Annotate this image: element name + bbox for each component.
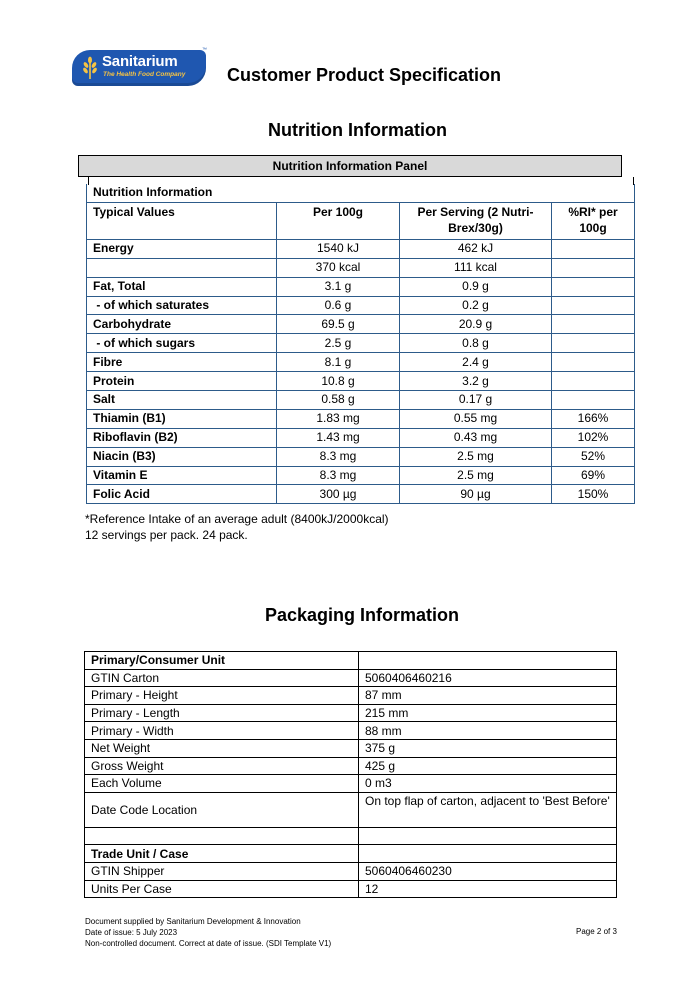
per-100g-value: 2.5 g bbox=[277, 334, 400, 353]
nutrient-label: - of which saturates bbox=[87, 296, 277, 315]
ri-value: 102% bbox=[552, 428, 635, 447]
per-100g-value: 69.5 g bbox=[277, 315, 400, 334]
per-100g-value: 370 kcal bbox=[277, 258, 400, 277]
nutrition-row bbox=[87, 277, 635, 296]
packaging-row bbox=[85, 880, 617, 898]
ri-value bbox=[552, 353, 635, 372]
packaging-row bbox=[85, 722, 617, 740]
nutrient-label: - of which sugars bbox=[87, 334, 277, 353]
per-serving-value: 0.9 g bbox=[400, 277, 552, 296]
header-ri: %RI* per 100g bbox=[552, 202, 635, 239]
per-serving-value: 2.5 mg bbox=[400, 447, 552, 466]
ri-value bbox=[552, 372, 635, 391]
packaging-row bbox=[85, 652, 617, 670]
per-serving-value: 20.9 g bbox=[400, 315, 552, 334]
nutrition-row bbox=[87, 428, 635, 447]
nutrient-label: Niacin (B3) bbox=[87, 447, 277, 466]
footer-line-date: Date of issue: 5 July 2023 bbox=[85, 928, 178, 937]
ri-value bbox=[552, 296, 635, 315]
header-typical-values: Typical Values bbox=[87, 202, 277, 239]
packaging-label: Date Code Location bbox=[85, 792, 359, 827]
packaging-value: 0 m3 bbox=[359, 775, 617, 793]
packaging-table bbox=[84, 651, 617, 898]
nutrition-row bbox=[87, 353, 635, 372]
logo-name: Sanitarium bbox=[102, 53, 178, 70]
sanitarium-logo bbox=[72, 50, 206, 86]
nutrient-label: Folic Acid bbox=[87, 485, 277, 504]
ri-value bbox=[552, 239, 635, 258]
packaging-value bbox=[359, 845, 617, 863]
packaging-label bbox=[85, 827, 359, 845]
trademark-symbol: ™ bbox=[202, 47, 207, 53]
packaging-label: Units Per Case bbox=[85, 880, 359, 898]
ri-value bbox=[552, 258, 635, 277]
packaging-value: 375 g bbox=[359, 739, 617, 757]
nutrition-row bbox=[87, 447, 635, 466]
packaging-label: Primary/Consumer Unit bbox=[85, 652, 359, 670]
nutrient-label: Thiamin (B1) bbox=[87, 409, 277, 428]
nutrition-header-row bbox=[87, 202, 635, 239]
per-serving-value: 111 kcal bbox=[400, 258, 552, 277]
ri-value: 52% bbox=[552, 447, 635, 466]
wheat-icon bbox=[80, 56, 100, 80]
ri-value bbox=[552, 315, 635, 334]
per-serving-value: 2.4 g bbox=[400, 353, 552, 372]
packaging-label: Primary - Width bbox=[85, 722, 359, 740]
nutrition-row bbox=[87, 466, 635, 485]
packaging-row bbox=[85, 792, 617, 827]
per-serving-value: 462 kJ bbox=[400, 239, 552, 258]
per-100g-value: 3.1 g bbox=[277, 277, 400, 296]
per-100g-value: 0.58 g bbox=[277, 391, 400, 410]
nutrition-panel-header: Nutrition Information Panel bbox=[78, 155, 622, 177]
nutrition-row bbox=[87, 372, 635, 391]
per-serving-value: 90 µg bbox=[400, 485, 552, 504]
per-serving-value: 3.2 g bbox=[400, 372, 552, 391]
nutrition-row bbox=[87, 485, 635, 504]
nutrient-label: Protein bbox=[87, 372, 277, 391]
ri-value bbox=[552, 391, 635, 410]
page-number: Page 2 of 3 bbox=[576, 927, 617, 936]
per-serving-value: 0.17 g bbox=[400, 391, 552, 410]
packaging-label: Gross Weight bbox=[85, 757, 359, 775]
servings-note: 12 servings per pack. 24 pack. bbox=[85, 528, 248, 542]
packaging-value bbox=[359, 652, 617, 670]
per-100g-value: 300 µg bbox=[277, 485, 400, 504]
per-serving-value: 0.43 mg bbox=[400, 428, 552, 447]
per-100g-value: 10.8 g bbox=[277, 372, 400, 391]
per-100g-value: 8.3 mg bbox=[277, 466, 400, 485]
packaging-row bbox=[85, 704, 617, 722]
nutrition-table bbox=[86, 184, 635, 504]
nutrition-row bbox=[87, 334, 635, 353]
per-serving-value: 0.8 g bbox=[400, 334, 552, 353]
packaging-value: 5060406460216 bbox=[359, 669, 617, 687]
nutrition-row bbox=[87, 239, 635, 258]
packaging-label: Primary - Height bbox=[85, 687, 359, 705]
document-title: Customer Product Specification bbox=[227, 65, 502, 85]
packaging-value: 425 g bbox=[359, 757, 617, 775]
per-serving-value: 2.5 mg bbox=[400, 466, 552, 485]
nutrient-label: Salt bbox=[87, 391, 277, 410]
ri-value: 150% bbox=[552, 485, 635, 504]
ri-value bbox=[552, 277, 635, 296]
per-100g-value: 0.6 g bbox=[277, 296, 400, 315]
packaging-label: Primary - Length bbox=[85, 704, 359, 722]
nutrient-label: Riboflavin (B2) bbox=[87, 428, 277, 447]
per-serving-value: 0.2 g bbox=[400, 296, 552, 315]
packaging-label: Net Weight bbox=[85, 739, 359, 757]
nutrition-row bbox=[87, 409, 635, 428]
per-serving-value: 0.55 mg bbox=[400, 409, 552, 428]
per-100g-value: 1.43 mg bbox=[277, 428, 400, 447]
packaging-row bbox=[85, 687, 617, 705]
nutrition-row bbox=[87, 258, 635, 277]
packaging-section-title: Packaging Information bbox=[265, 605, 460, 625]
nutrient-label bbox=[87, 258, 277, 277]
packaging-value: 215 mm bbox=[359, 704, 617, 722]
packaging-row bbox=[85, 669, 617, 687]
document-footer bbox=[85, 916, 331, 949]
nutrition-row bbox=[87, 315, 635, 334]
packaging-value: 87 mm bbox=[359, 687, 617, 705]
packaging-value bbox=[359, 827, 617, 845]
packaging-label: Each Volume bbox=[85, 775, 359, 793]
packaging-row bbox=[85, 862, 617, 880]
nutrient-label: Fibre bbox=[87, 353, 277, 372]
packaging-value: 88 mm bbox=[359, 722, 617, 740]
ri-value bbox=[552, 334, 635, 353]
nutrition-table-title: Nutrition Information bbox=[87, 184, 635, 202]
header-per-serving: Per Serving (2 Nutri-Brex/30g) bbox=[400, 202, 552, 239]
per-100g-value: 1.83 mg bbox=[277, 409, 400, 428]
nutrient-label: Energy bbox=[87, 239, 277, 258]
nutrient-label: Carbohydrate bbox=[87, 315, 277, 334]
nutrient-label: Vitamin E bbox=[87, 466, 277, 485]
footer-line-supplier: Document supplied by Sanitarium Development & Innovation bbox=[85, 917, 301, 926]
packaging-row bbox=[85, 827, 617, 845]
footer-line-control: Non-controlled document. Correct at date of issue. (SDI Template V1) bbox=[85, 939, 332, 948]
packaging-label: Trade Unit / Case bbox=[85, 845, 359, 863]
ri-value: 166% bbox=[552, 409, 635, 428]
ri-value: 69% bbox=[552, 466, 635, 485]
logo-tagline: The Health Food Company bbox=[103, 71, 186, 78]
nutrient-label: Fat, Total bbox=[87, 277, 277, 296]
packaging-row bbox=[85, 757, 617, 775]
packaging-value: 5060406460230 bbox=[359, 862, 617, 880]
nutrition-section-title: Nutrition Information bbox=[268, 120, 447, 140]
per-100g-value: 8.3 mg bbox=[277, 447, 400, 466]
per-100g-value: 1540 kJ bbox=[277, 239, 400, 258]
packaging-label: GTIN Shipper bbox=[85, 862, 359, 880]
packaging-value: 12 bbox=[359, 880, 617, 898]
packaging-label: GTIN Carton bbox=[85, 669, 359, 687]
packaging-row bbox=[85, 775, 617, 793]
packaging-row bbox=[85, 845, 617, 863]
per-100g-value: 8.1 g bbox=[277, 353, 400, 372]
nutrition-row bbox=[87, 296, 635, 315]
nutrition-row bbox=[87, 391, 635, 410]
packaging-row bbox=[85, 739, 617, 757]
reference-intake-footnote: *Reference Intake of an average adult (8400kJ/2000kcal) bbox=[85, 512, 389, 526]
header-per-100g: Per 100g bbox=[277, 202, 400, 239]
packaging-value: On top flap of carton, adjacent to 'Best Before' bbox=[359, 792, 617, 827]
